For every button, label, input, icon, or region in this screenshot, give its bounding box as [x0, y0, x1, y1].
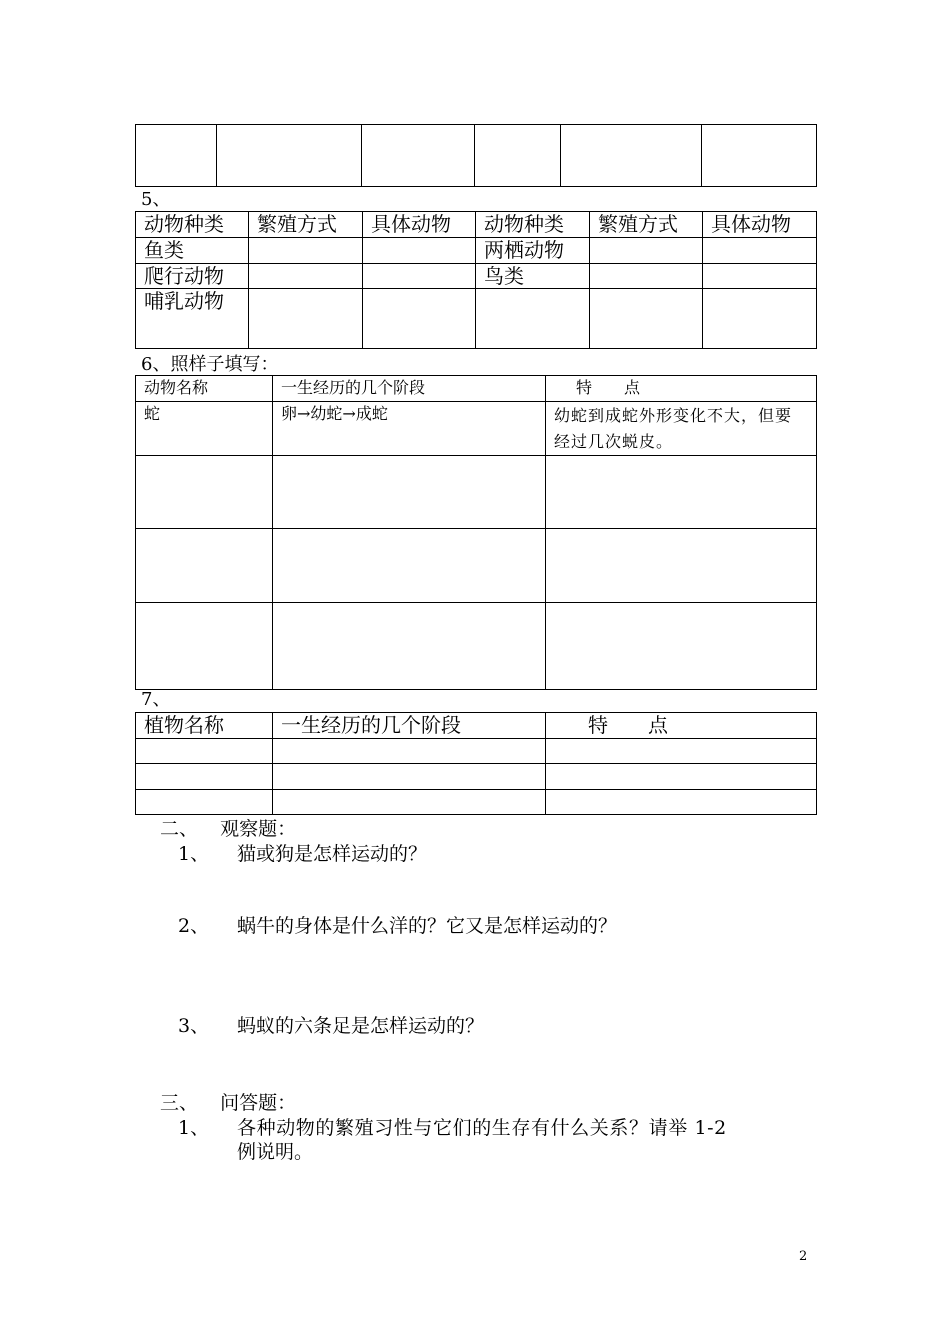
section7-label: 7、	[141, 689, 171, 710]
table-row	[136, 264, 817, 289]
qa-heading	[160, 1091, 296, 1115]
table-cell	[476, 289, 590, 349]
heading-text: 观察题：	[220, 818, 297, 840]
table-cell	[702, 125, 817, 187]
table-cell	[249, 264, 363, 289]
table-cell	[362, 125, 475, 187]
table-cell	[273, 739, 546, 764]
table-cell	[136, 739, 273, 764]
table-cell	[136, 529, 273, 603]
section5-label: 5、	[141, 189, 171, 210]
section6-table	[135, 375, 817, 690]
page-number: 2	[799, 1249, 808, 1264]
table-cell	[590, 238, 703, 264]
table-cell	[546, 529, 817, 603]
question-text: 蚂蚁的六条足是怎样运动的？	[237, 1015, 485, 1037]
question-item	[178, 842, 209, 866]
question-number: 1、	[178, 1117, 210, 1139]
question-item	[178, 1116, 209, 1140]
example-row	[136, 402, 817, 456]
table-cell	[590, 264, 703, 289]
header-cell: 繁殖方式	[249, 212, 363, 238]
table-cell	[363, 289, 476, 349]
header-cell: 特 点	[546, 713, 817, 739]
table-row	[136, 456, 817, 529]
table-cell: 幼蛇到成蛇外形变化不大，但要经过几次蜕皮。	[546, 402, 817, 456]
table-header-row	[136, 376, 817, 402]
table-cell: 鱼类	[136, 238, 249, 264]
table-cell	[561, 125, 702, 187]
observation-heading	[160, 817, 296, 841]
header-cell: 具体动物	[363, 212, 476, 238]
table-cell	[590, 289, 703, 349]
question-number: 1、	[178, 843, 210, 865]
heading-number: 三、	[160, 1092, 199, 1114]
table-cell	[273, 790, 546, 815]
table-row	[136, 739, 817, 764]
header-cell: 植物名称	[136, 713, 273, 739]
table-row	[136, 238, 817, 264]
table-row	[136, 764, 817, 790]
table-cell	[273, 529, 546, 603]
table-row	[136, 289, 817, 349]
table-cell	[273, 456, 546, 529]
table-cell	[136, 790, 273, 815]
header-cell: 具体动物	[703, 212, 817, 238]
table-cell	[546, 456, 817, 529]
top-table	[135, 124, 817, 187]
question-item	[178, 914, 209, 938]
question-item	[178, 1014, 209, 1038]
table-header-row	[136, 212, 817, 238]
table-row	[136, 529, 817, 603]
table-cell	[249, 289, 363, 349]
table-cell	[546, 790, 817, 815]
table-cell: 蛇	[136, 402, 273, 456]
section7-table	[135, 712, 817, 815]
table-header-row	[136, 713, 817, 739]
header-cell: 一生经历的几个阶段	[273, 376, 546, 402]
table-cell	[546, 603, 817, 690]
table-cell: 卵→幼蛇→成蛇	[273, 402, 546, 456]
table-cell	[703, 238, 817, 264]
table-cell	[546, 739, 817, 764]
table-cell	[273, 764, 546, 790]
heading-text: 问答题：	[220, 1092, 297, 1114]
section6-label: 6、照样子填写：	[141, 354, 279, 375]
table-cell	[136, 603, 273, 690]
question-number: 3、	[178, 1015, 210, 1037]
question-number: 2、	[178, 915, 210, 937]
table-cell	[475, 125, 561, 187]
table-cell	[217, 125, 362, 187]
table-cell	[136, 456, 273, 529]
table-cell	[136, 764, 273, 790]
question-text: 各种动物的繁殖习性与它们的生存有什么关系？请举 1-2	[237, 1117, 727, 1139]
table-cell: 两栖动物	[476, 238, 590, 264]
table-row	[136, 790, 817, 815]
table-cell	[703, 289, 817, 349]
table-cell: 爬行动物	[136, 264, 249, 289]
table-cell	[546, 764, 817, 790]
header-cell: 特 点	[546, 376, 817, 402]
question-text-continued: 例说明。	[237, 1141, 314, 1163]
table-cell: 哺乳动物	[136, 289, 249, 349]
table-cell: 鸟类	[476, 264, 590, 289]
question-text: 猫或狗是怎样运动的？	[237, 843, 428, 865]
question-text: 蜗牛的身体是什么洋的？它又是怎样运动的？	[237, 915, 618, 937]
table-cell	[363, 238, 476, 264]
table-cell	[249, 238, 363, 264]
table-cell	[703, 264, 817, 289]
section5-table	[135, 211, 817, 349]
table-cell	[273, 603, 546, 690]
header-cell: 动物种类	[136, 212, 249, 238]
header-cell: 繁殖方式	[590, 212, 703, 238]
header-cell: 动物种类	[476, 212, 590, 238]
table-cell	[363, 264, 476, 289]
heading-number: 二、	[160, 818, 199, 840]
table-row	[136, 603, 817, 690]
header-cell: 动物名称	[136, 376, 273, 402]
header-cell: 一生经历的几个阶段	[273, 713, 546, 739]
table-cell	[136, 125, 217, 187]
